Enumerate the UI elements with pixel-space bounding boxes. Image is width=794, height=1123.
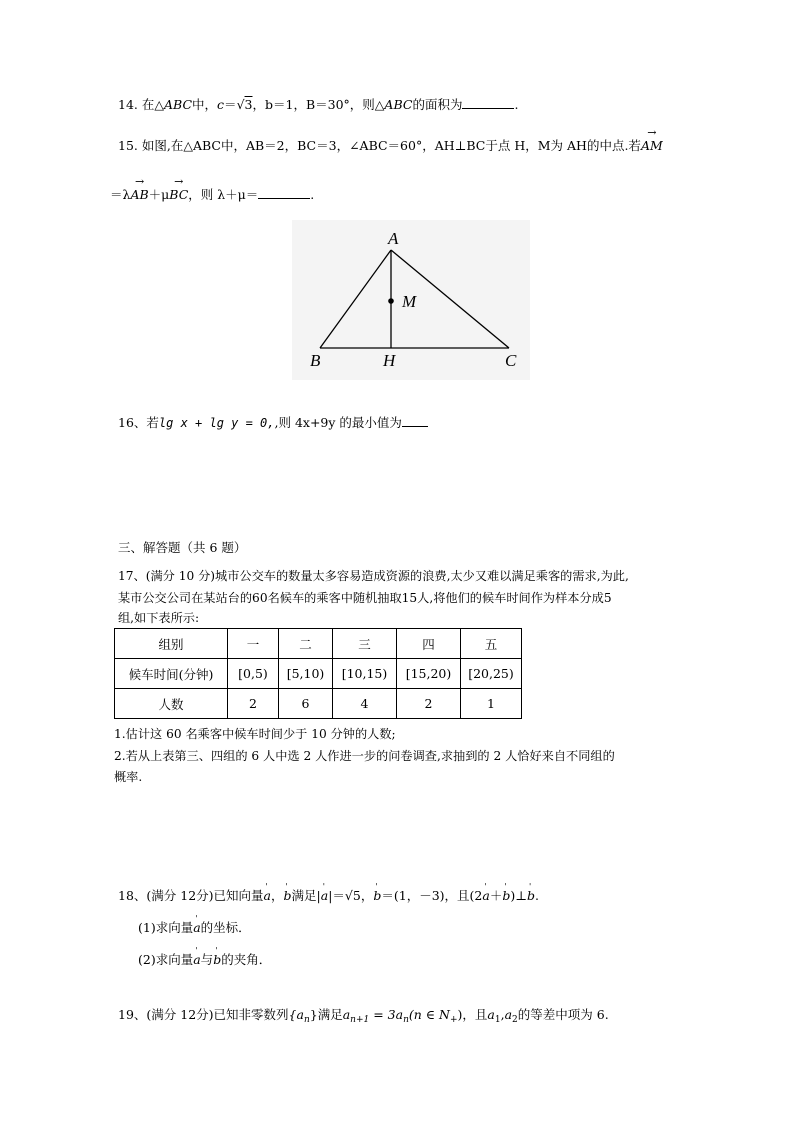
answer-blank-15[interactable] — [258, 185, 310, 199]
label-a: A — [388, 229, 399, 248]
triangle-figure — [292, 220, 530, 380]
answer-blank-14[interactable] — [462, 95, 514, 109]
waiting-time-table — [114, 628, 522, 719]
question-19: 19、(满分 12分)已知非零数列$\{a_n\}$满足$a_{n+1} = 3a_n(n$ ∈ $N_+$)，且$a_1,a_2$的等差中项为 6. — [118, 1007, 609, 1025]
table-cell: [5,10) — [279, 659, 333, 689]
question-17-part2: 2.若从上表第三、四组的 6 人中选 2 人作进一步的问卷调查,求抽到的 2 人恰好来自不同组的 — [114, 749, 615, 763]
question-17-line1: 17、(满分 10 分)城市公交车的数量太多容易造成资源的浪费,太少又难以满足乘客的需求,为此, — [118, 569, 629, 583]
vector-am: → AM — [641, 137, 663, 155]
table-cell: 候车时间(分钟) — [115, 659, 228, 689]
question-17-part2-cont: 概率. — [114, 770, 143, 784]
table-cell: 4 — [333, 689, 397, 719]
table-cell: 2 — [397, 689, 461, 719]
question-15-line2: ＝λ→ AB＋μ→ BC，则 λ＋μ＝ . — [110, 185, 314, 204]
vector-bc: → BC — [169, 186, 188, 204]
table-cell: 6 — [279, 689, 333, 719]
label-h: H — [383, 351, 396, 370]
question-17-part1: 1.估计这 60 名乘客中候车时间少于 10 分钟的人数; — [114, 727, 396, 741]
table-cell: [10,15) — [333, 659, 397, 689]
question-16: 16、若lg x + lg y = 0,,则 4x+9y 的最小值为 — [118, 413, 428, 432]
table-row — [115, 659, 522, 689]
label-m: M — [402, 292, 417, 311]
question-17-line3: 组,如下表所示: — [118, 611, 200, 625]
table-cell: 四 — [397, 629, 461, 659]
point-m — [388, 298, 394, 304]
answer-blank-16[interactable] — [402, 413, 428, 427]
table-cell: [0,5) — [228, 659, 279, 689]
vector-ab: → AB — [130, 186, 148, 204]
table-cell: 2 — [228, 689, 279, 719]
table-cell: 五 — [461, 629, 522, 659]
question-18: 18、(满分 12分)已知向量' a，' b满足|' a|＝√5，' b＝(1，－3)，且(2' a＋' b)⊥' b. — [118, 887, 539, 905]
label-b: B — [310, 351, 321, 370]
table-cell: 1 — [461, 689, 522, 719]
section-3-heading: 三、解答题（共 6 题） — [118, 540, 247, 555]
label-c: C — [505, 351, 517, 370]
table-header-row — [115, 629, 522, 659]
table-cell: 二 — [279, 629, 333, 659]
table-cell: 一 — [228, 629, 279, 659]
question-18-part2: (2)求向量' a与' b的夹角． — [138, 951, 271, 969]
table-cell: [15,20) — [397, 659, 461, 689]
question-18-part1: (1)求向量' a的坐标． — [138, 919, 251, 937]
question-17-line2: 某市公交公司在某站台的60名候车的乘客中随机抽取15人,将他们的候车时间作为样本分成5 — [118, 591, 612, 605]
table-cell: 人数 — [115, 689, 228, 719]
table-cell: 三 — [333, 629, 397, 659]
question-14: 14. 在△ABC中，c＝√3，b＝1，B＝30°，则△ABC的面积为 . — [118, 97, 519, 112]
table-cell: [20,25) — [461, 659, 522, 689]
table-cell: 组别 — [115, 629, 228, 659]
table-row — [115, 689, 522, 719]
question-15-line1: 15. 如图,在△ABC中，AB＝2，BC＝3，∠ABC＝60°，AH⊥BC于点 H，M为 AH的中点.若→ AM — [118, 137, 663, 155]
